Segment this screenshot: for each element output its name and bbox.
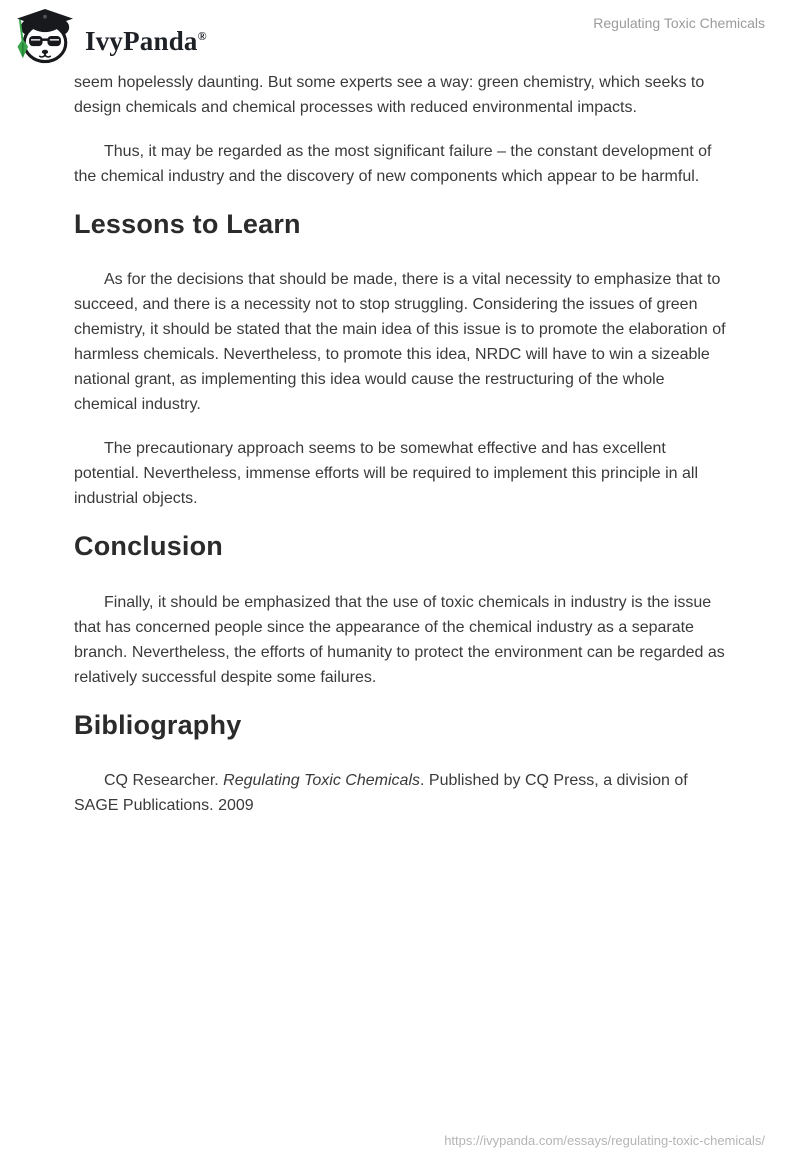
source-url: https://ivypanda.com/essays/regulating-toxic-chemicals/ [444, 1133, 765, 1148]
text-segment: CQ Researcher. [104, 772, 224, 790]
text-segment: seem hopelessly daunting. But some experts see a way: green chemistry, which seeks to design chemicals and chemical processes with reduced environmental impacts. [74, 74, 705, 116]
page-header [0, 0, 800, 64]
paragraph [74, 70, 730, 120]
ivypanda-logo [14, 8, 207, 64]
paragraph [74, 139, 730, 189]
text-segment: The precautionary approach seems to be somewhat effective and has excellent potential. Nevertheless, immense efforts will be required to implement this principle in all industrial objects. [74, 440, 698, 508]
document-body [0, 64, 800, 818]
ivypanda-panda-logo-icon [14, 8, 76, 64]
text-segment: Finally, it should be emphasized that the use of toxic chemicals in industry is the issue that has concerned people since the appearance of the chemical industry as a separate branch. Nevertheless, the efforts of humanity to protect the environment can be regarded as relatively successful despite some failures. [74, 593, 725, 686]
text-segment: Thus, it may be regarded as the most significant failure – the constant development of the chemical industry and the discovery of new components which appear to be harmful. [74, 143, 712, 185]
paragraph [74, 436, 730, 511]
text-segment: As for the decisions that should be made, there is a vital necessity to emphasize that to succeed, and there is a necessity not to stop struggling. Considering the issues of green chemistry, it should be stated that the main idea of this issue is to promote the elaboration of harmless chemicals. Nevertheless, to promote this idea, NRDC will have to win a sizeable national grant, as implementing this idea would cause the restructuring of the whole chemical industry. [74, 271, 726, 414]
paragraph [74, 768, 730, 818]
logo-wordmark: IvyPanda® [85, 25, 207, 56]
section-heading: Bibliography [74, 709, 242, 740]
trademark-symbol: ® [197, 28, 207, 43]
document-header-title: Regulating Toxic Chemicals [593, 15, 765, 31]
italic-text: Regulating Toxic Chemicals [223, 772, 420, 790]
text-segment: . Published by CQ Press, a division of SAGE Publications. 2009 [74, 772, 688, 815]
section-heading: Lessons to Learn [74, 209, 301, 239]
section-heading: Conclusion [74, 531, 223, 562]
paragraph [74, 590, 730, 690]
paragraph [74, 267, 730, 417]
